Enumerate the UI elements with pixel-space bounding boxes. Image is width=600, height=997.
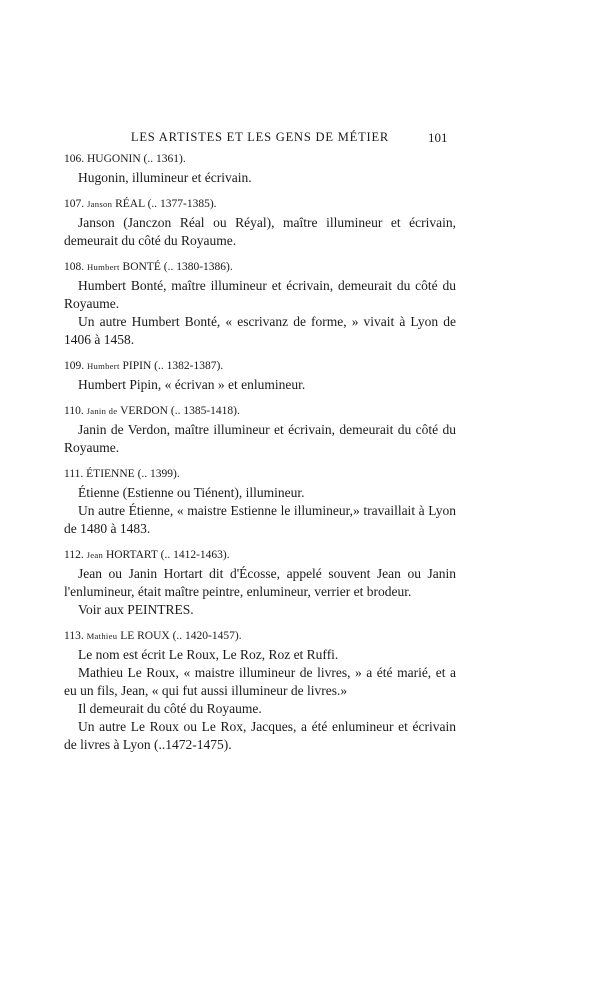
entry-dates: (.. 1385-1418). [170, 405, 240, 417]
entry-number: 108. [64, 261, 85, 273]
entry-name: RÉAL [115, 198, 145, 210]
entry-dates: (.. 1380-1386). [163, 261, 233, 273]
entry-dates: (.. 1382-1387). [154, 360, 224, 372]
entry-text: Hugonin, illumineur et écrivain. [78, 170, 252, 185]
entry-text: Il demeurait du côté du Royaume. [78, 701, 262, 716]
entry-heading [64, 152, 456, 167]
entry-108 [64, 260, 456, 349]
entry-number: 110. [64, 405, 84, 417]
entry-number: 107. [64, 198, 85, 210]
entry-name: HUGONIN [87, 153, 141, 165]
entry-number: 113. [64, 630, 84, 642]
entry-text: Un autre Humbert Bonté, « escrivanz de forme, » vivait à Lyon de 1406 à 1458. [64, 314, 456, 347]
entry-dates: (.. 1399). [137, 468, 180, 480]
entry-heading [64, 197, 456, 212]
entry-text: Jean ou Janin Hortart dit d'Écosse, appelé souvent Jean ou Janin l'enlumineur, était maître peintre, enlumineur, verrier et brodeur. [64, 566, 456, 599]
entry-first-name: Humbert [87, 361, 120, 371]
entry-110 [64, 404, 456, 457]
running-head: LES ARTISTES ET LES GENS DE MÉTIER [130, 130, 390, 144]
entry-heading [64, 404, 456, 419]
entry-heading [64, 260, 456, 275]
entry-number: 112. [64, 549, 84, 561]
entry-name: LE ROUX [120, 630, 170, 642]
entry-first-name: Janin de [86, 406, 118, 416]
entries-list [64, 152, 456, 764]
entry-text: Janin de Verdon, maître illumineur et écrivain, demeurait du côté du Royaume. [64, 422, 456, 455]
entry-number: 106. [64, 153, 85, 165]
page-number: 101 [428, 130, 448, 145]
entry-name: HORTART [105, 549, 158, 561]
entry-number: 111. [64, 468, 84, 480]
entry-heading [64, 629, 456, 644]
entry-text: Voir aux PEINTRES. [78, 602, 194, 617]
entry-heading [64, 359, 456, 374]
entry-heading [64, 548, 456, 563]
entry-dates: (.. 1361). [143, 153, 186, 165]
entry-name: PIPIN [122, 360, 152, 372]
entry-name: BONTÉ [122, 261, 161, 273]
entry-text: Un autre Le Roux ou Le Rox, Jacques, a été enlumineur et écrivain de livres à Lyon (..1472-1475). [64, 719, 456, 752]
entry-111 [64, 467, 456, 538]
entry-113 [64, 629, 456, 754]
entry-dates: (.. 1377-1385). [147, 198, 217, 210]
entry-heading [64, 467, 456, 482]
entry-text: Le nom est écrit Le Roux, Le Roz, Roz et Ruffi. [78, 647, 339, 662]
entry-106 [64, 152, 456, 187]
entry-first-name: Mathieu [86, 631, 118, 641]
entry-first-name: Humbert [87, 262, 120, 272]
entry-text: Un autre Étienne, « maistre Estienne le illumineur,» travaillait à Lyon de 1480 à 1483. [64, 503, 456, 536]
entry-109 [64, 359, 456, 394]
entry-text: Étienne (Estienne ou Tiénent), illumineur. [78, 485, 305, 500]
entry-112 [64, 548, 456, 619]
entry-text: Humbert Pipin, « écrivan » et enlumineur. [78, 377, 306, 392]
entry-text: Humbert Bonté, maître illumineur et écrivain, demeurait du côté du Royaume. [64, 278, 456, 311]
entry-dates: (.. 1420-1457). [172, 630, 242, 642]
entry-number: 109. [64, 360, 85, 372]
entry-first-name: Janson [87, 199, 113, 209]
entry-name: VERDON [120, 405, 168, 417]
entry-dates: (.. 1412-1463). [160, 549, 230, 561]
entry-text: Janson (Janczon Réal ou Réyal), maître illumineur et écrivain, demeurait du côté du Royaume. [64, 215, 456, 248]
entry-107 [64, 197, 456, 250]
entry-name: ÉTIENNE [86, 468, 135, 480]
entry-first-name: Jean [86, 550, 104, 560]
entry-text: Mathieu Le Roux, « maistre illumineur de livres, » a été marié, et a eu un fils, Jean, « qui fut aussi illumineur de livres.» [64, 665, 456, 698]
